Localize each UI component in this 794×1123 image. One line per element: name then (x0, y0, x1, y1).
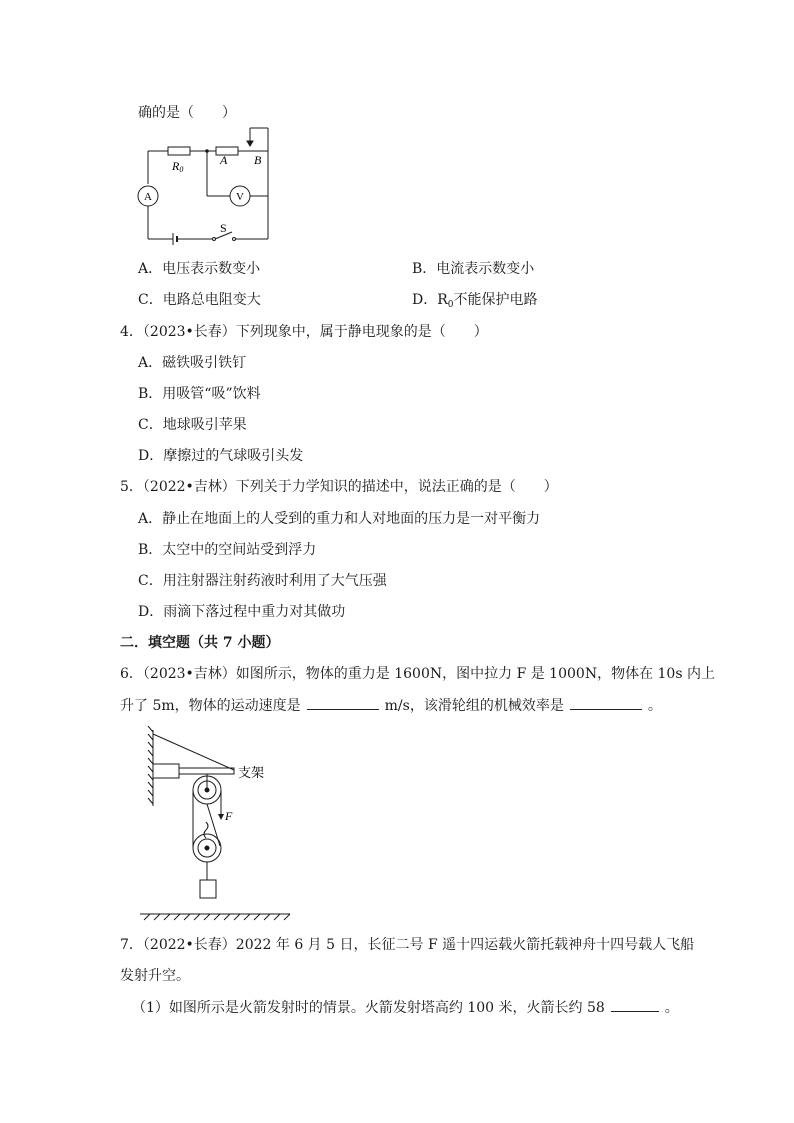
q5-option-b[interactable]: B．太空中的空间站受到浮力 (138, 542, 317, 558)
q7-line1: 7．（2022•长春）2022 年 6 月 5 日，长征二号 F 遥十四运载火箭托载神舟十四号载人飞船 (120, 937, 695, 953)
q6-line2: 升了 5m，物体的运动速度是 m/s，该滑轮组的机械效率是 。 (120, 695, 662, 716)
label-b: B (254, 153, 262, 167)
q3-tail: 确的是（ ） (138, 105, 236, 121)
q4-option-c[interactable]: C．地球吸引苹果 (138, 417, 247, 433)
force-label: F (225, 809, 233, 823)
q5-stem: 5．（2022•吉林）下列关于力学知识的描述中，说法正确的是（ ） (120, 479, 558, 495)
section-heading: 二．填空题（共 7 小题） (120, 635, 280, 651)
q3-option-b[interactable]: B．电流表示数变小 (412, 261, 535, 277)
q3-option-a[interactable]: A．电压表示数变小 (138, 261, 261, 277)
q4-option-d[interactable]: D．摩擦过的气球吸引头发 (138, 448, 304, 464)
voltmeter-label: V (236, 191, 244, 203)
q7-line2: 发射升空。 (120, 968, 190, 984)
q5-option-c[interactable]: C．用注射器注射药液时利用了大气压强 (138, 573, 387, 589)
q4-option-a[interactable]: A．磁铁吸引铁钉 (138, 355, 247, 371)
q7-sub1: （1）如图所示是火箭发射时的情景。火箭发射塔高约 100 米，火箭长约 58 。 (132, 997, 679, 1018)
q3-option-c[interactable]: C．电路总电阻变大 (138, 292, 261, 308)
q5-option-a[interactable]: A．静止在地面上的人受到的重力和人对地面的压力是一对平衡力 (138, 511, 541, 527)
q4-stem: 4．（2023•长春）下列现象中，属于静电现象的是（ ） (120, 324, 488, 340)
q4-option-b[interactable]: B．用吸管“吸”饮料 (138, 386, 261, 402)
q5-option-d[interactable]: D．雨滴下落过程中重力对其做功 (138, 604, 346, 620)
label-a: A (220, 153, 228, 167)
switch-label: S (220, 221, 227, 235)
r0-label: R0 (172, 159, 184, 174)
support-label: 支架 (238, 766, 265, 781)
resistor-r0 (168, 147, 190, 155)
q7-blank-unit[interactable] (611, 997, 659, 1012)
q3-option-d[interactable]: D．$R_0$不能保护电路 (412, 292, 538, 310)
q6-blank-efficiency[interactable] (570, 695, 642, 710)
circuit-diagram (130, 124, 280, 246)
q6-blank-speed[interactable] (307, 695, 379, 710)
ammeter-label: A (144, 191, 152, 203)
q6-line1: 6．（2023•吉林）如图所示，物体的重力是 1600N，图中拉力 F 是 1000N，物体在 10s 内上 (120, 666, 715, 682)
pulley-diagram (140, 726, 300, 922)
